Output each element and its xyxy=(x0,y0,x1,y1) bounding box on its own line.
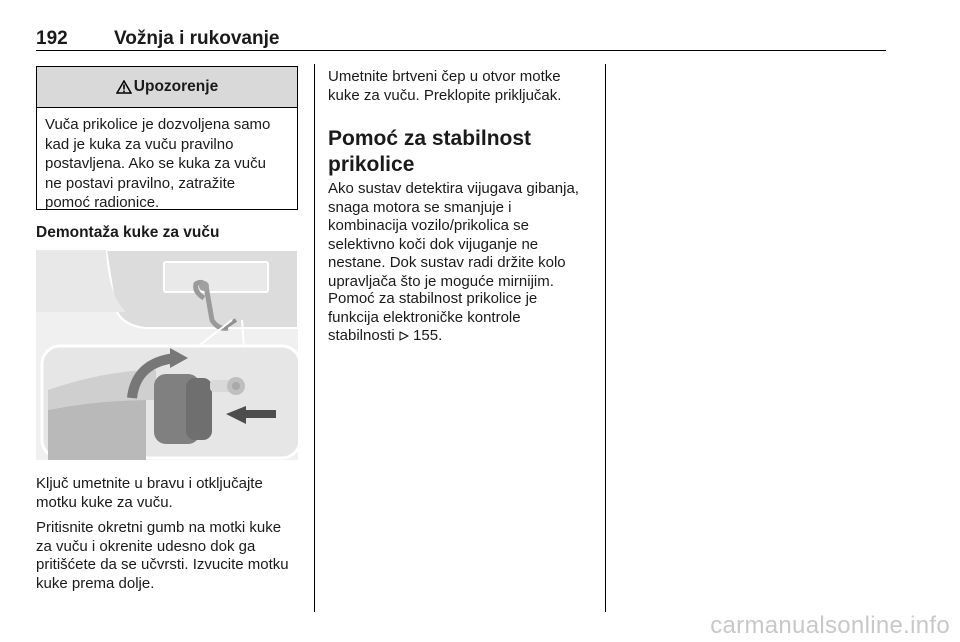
warning-line: kad je kuka za vuču pravilno xyxy=(45,135,234,153)
text-line: selektivno koči dok vijuganje ne xyxy=(328,235,539,253)
text-line: upravljača što je moguće mirnijim. xyxy=(328,272,554,290)
page-number: 192 xyxy=(36,28,68,49)
page-title: Vožnja i rukovanje xyxy=(114,28,280,49)
text-line: Ključ umetnite u bravu i otključajte xyxy=(36,475,263,492)
text-line: motku kuke za vuču. xyxy=(36,493,173,511)
warning-header xyxy=(37,67,297,108)
text-line: snaga motora se smanjuje i xyxy=(328,198,512,216)
text-line xyxy=(328,327,600,346)
text-line: kuke za vuču. Preklopite priključak. xyxy=(328,86,562,104)
watermark: carmanualsonline.info xyxy=(710,612,950,639)
text-line: kombinacija vozilo/prikolica se xyxy=(328,217,529,234)
text-line: za vuču i okrenite udesno dok ga xyxy=(36,537,256,555)
text-line: Umetnite brtveni čep u otvor motke xyxy=(328,68,561,85)
page-reference-link[interactable]: 155. xyxy=(413,327,443,344)
text-line: funkcija elektroničke kontrole xyxy=(328,308,521,326)
text-line: kuke prema dolje. xyxy=(36,574,155,592)
text-line: Pomoć za stabilnost prikolice je xyxy=(328,290,538,307)
section-heading-trailer-stability xyxy=(328,126,598,178)
column-divider xyxy=(605,64,606,612)
warning-line: postavljena. Ako se kuka za vuču xyxy=(45,155,266,172)
paragraph xyxy=(328,180,600,291)
section-heading-tow-bar-removal: Demontaža kuke za vuču xyxy=(36,224,220,241)
warning-box xyxy=(36,66,298,210)
text-line: nestane. Dok sustav radi držite kolo xyxy=(328,254,566,271)
cross-reference-arrow-icon xyxy=(399,331,409,341)
paragraph xyxy=(36,475,306,512)
page-header xyxy=(36,14,886,50)
paragraph xyxy=(36,519,306,593)
warning-title: Upozorenje xyxy=(133,78,219,95)
text-fragment: stabilnosti xyxy=(328,327,395,344)
header-rule xyxy=(36,50,886,51)
tow-bar-illustration xyxy=(36,250,298,460)
warning-line: pomoć radionice. xyxy=(45,194,160,211)
heading-line: prikolice xyxy=(328,153,415,176)
paragraph xyxy=(328,290,600,346)
text-line: pritišćete da se učvrsti. Izvucite motku xyxy=(36,556,289,573)
text-line: Ako sustav detektira vijugava gibanja, xyxy=(328,180,579,197)
warning-text xyxy=(37,108,297,213)
text-line: Pritisnite okretni gumb na motki kuke xyxy=(36,519,282,536)
warning-line: Vuča prikolice je dozvoljena samo xyxy=(45,116,271,133)
heading-line: Pomoć za stabilnost xyxy=(328,127,532,150)
column-divider xyxy=(314,64,315,612)
warning-triangle-icon xyxy=(116,80,132,94)
paragraph xyxy=(328,68,600,105)
warning-line: ne postavi pravilno, zatražite xyxy=(45,174,236,192)
